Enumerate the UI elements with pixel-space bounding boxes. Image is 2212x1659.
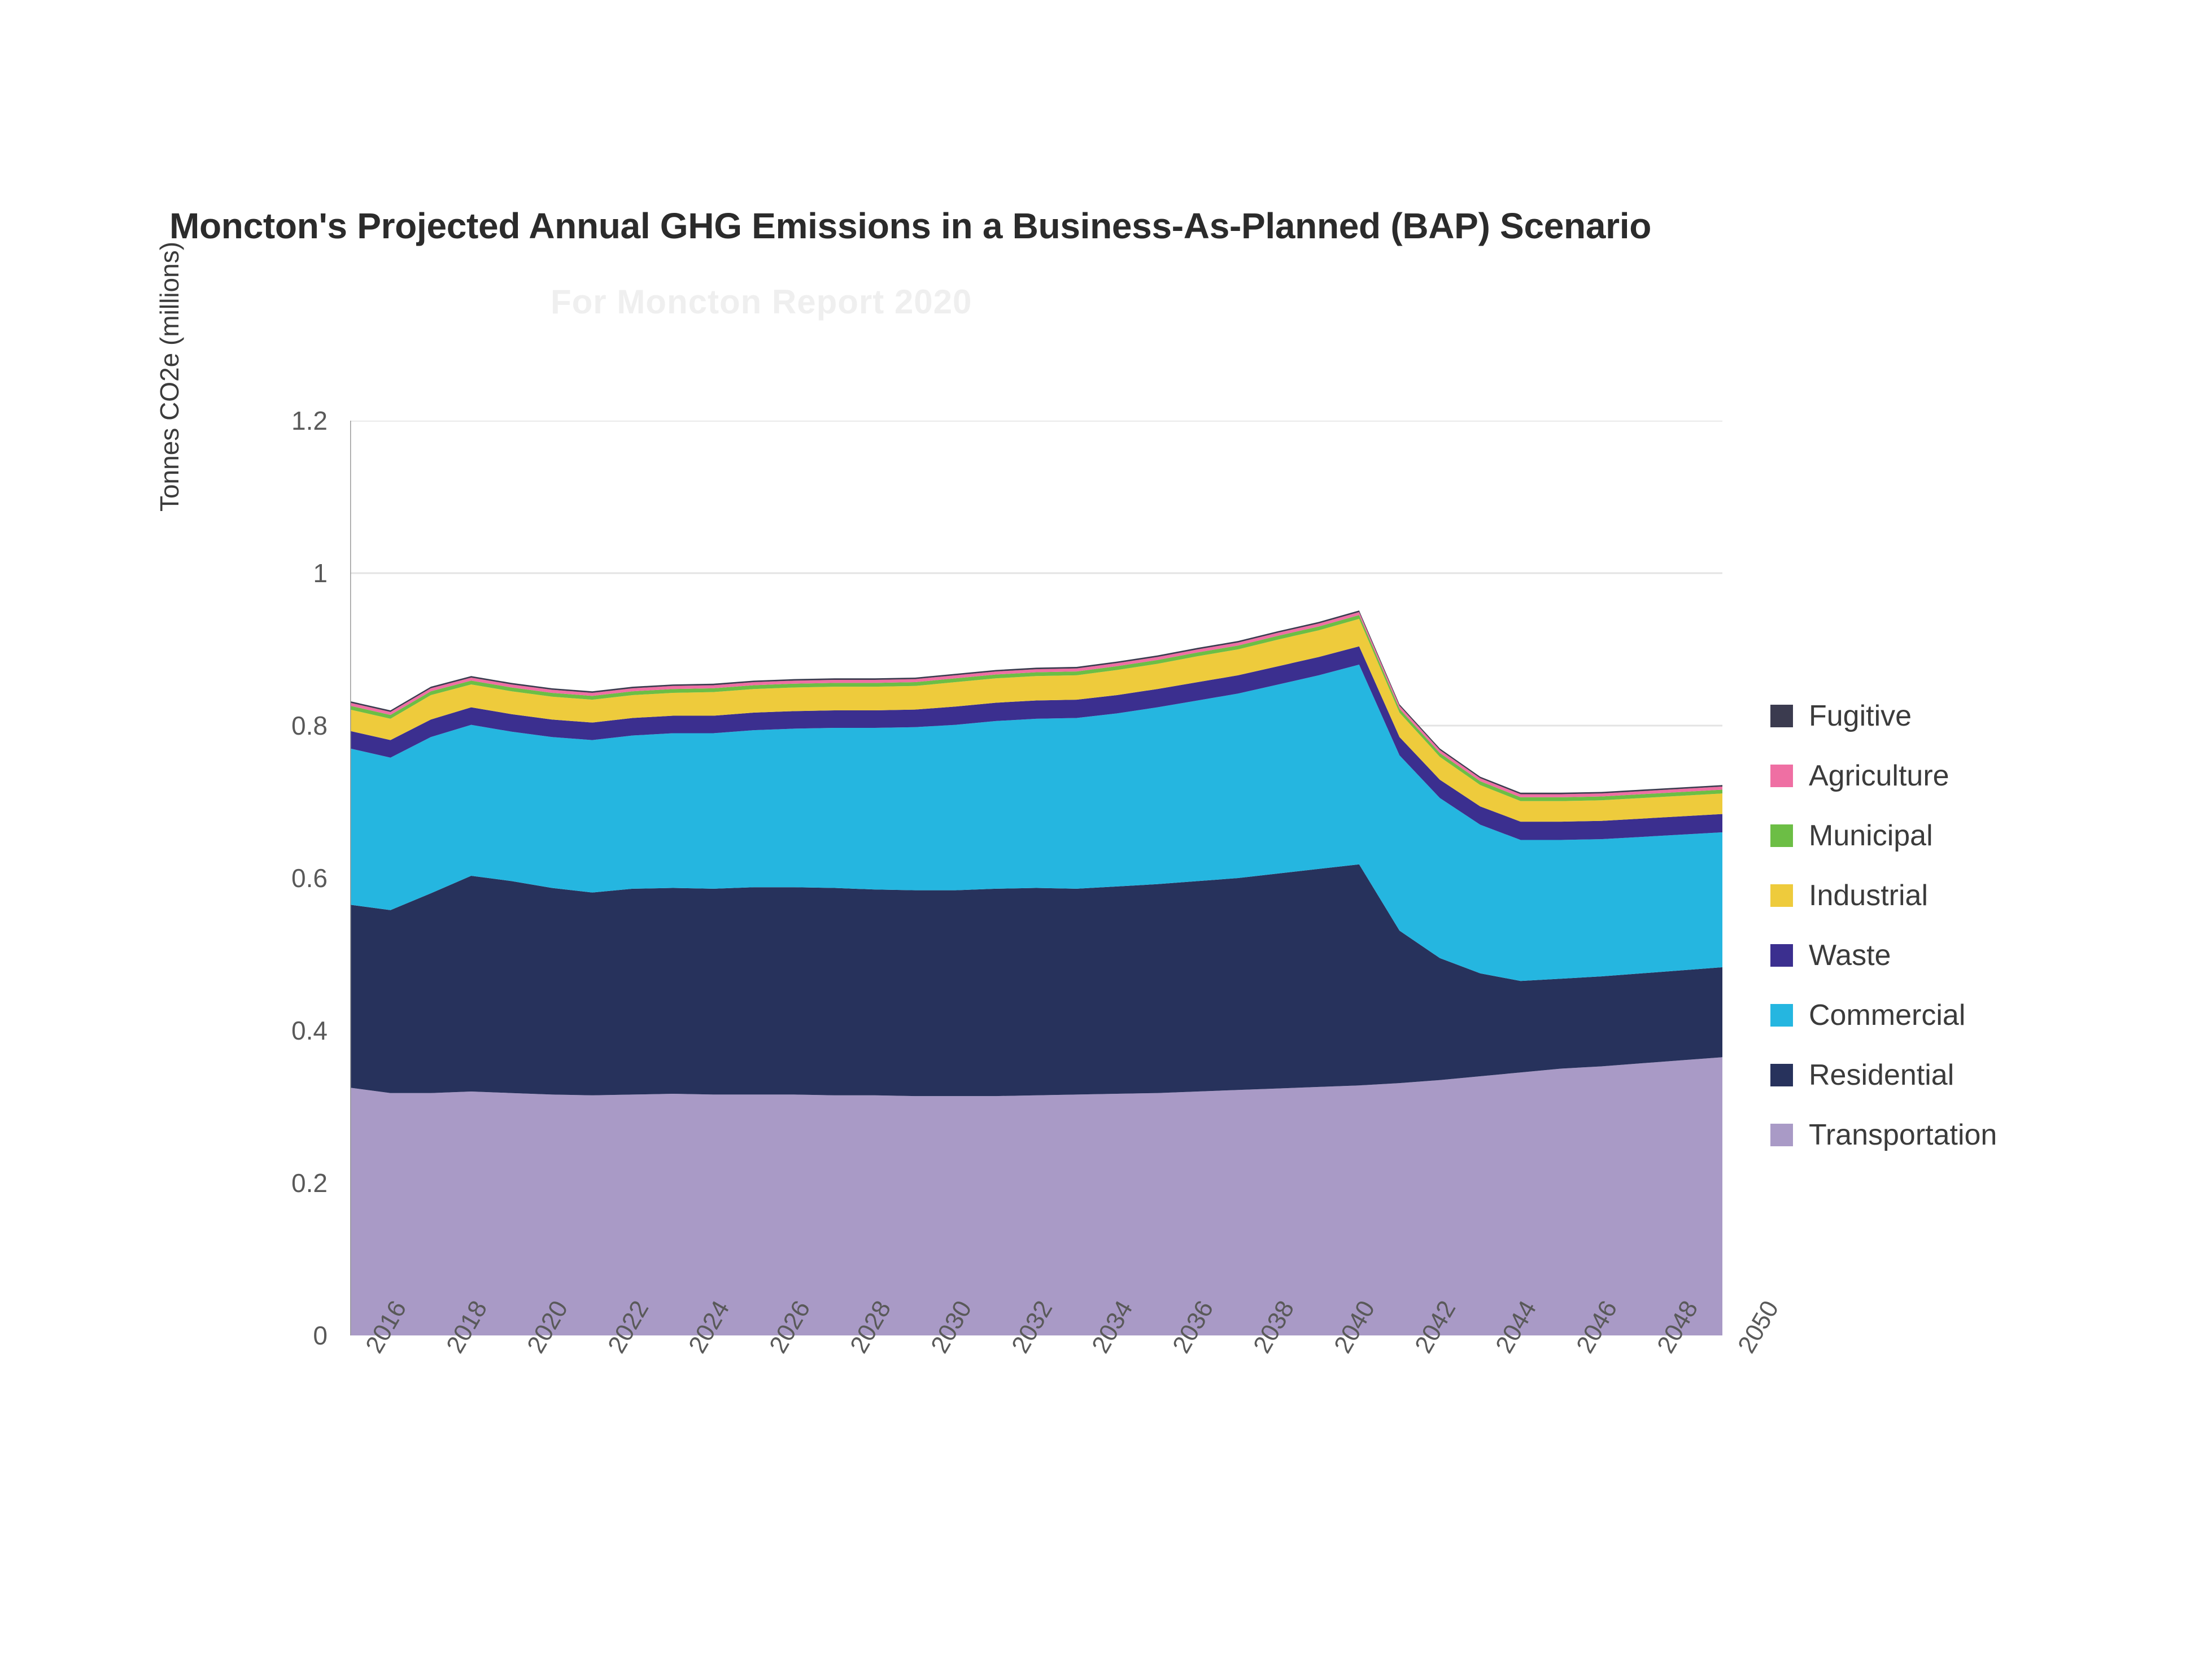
x-tick-label: 2028 <box>844 1296 897 1358</box>
x-tick-label: 2038 <box>1248 1296 1300 1358</box>
chart-legend <box>1770 686 2188 1165</box>
legend-item[interactable] <box>1770 1045 2188 1105</box>
y-tick-label: 0.4 <box>291 1016 328 1045</box>
x-tick-label: 2048 <box>1652 1296 1704 1358</box>
legend-item-label: Industrial <box>1809 879 1928 912</box>
x-tick-label: 2016 <box>360 1296 412 1358</box>
x-tick-label: 2046 <box>1571 1296 1623 1358</box>
legend-swatch-icon <box>1770 765 1793 787</box>
x-tick-label: 2018 <box>440 1296 493 1358</box>
area-series-transportation <box>350 1057 1722 1335</box>
x-tick-label: 2020 <box>521 1296 574 1358</box>
legend-item-label: Waste <box>1809 939 1891 972</box>
x-tick-label: 2026 <box>763 1296 816 1358</box>
legend-swatch-icon <box>1770 944 1793 967</box>
x-tick-label: 2024 <box>683 1296 735 1358</box>
x-tick-label: 2032 <box>1006 1296 1058 1358</box>
y-tick-label: 1 <box>313 558 328 588</box>
legend-swatch-icon <box>1770 1124 1793 1146</box>
legend-item-label: Agriculture <box>1809 759 1949 792</box>
x-tick-label: 2050 <box>1733 1296 1785 1358</box>
legend-item-label: Municipal <box>1809 819 1933 852</box>
legend-swatch-icon <box>1770 1004 1793 1027</box>
legend-item[interactable] <box>1770 925 2188 985</box>
x-tick-label: 2042 <box>1410 1296 1461 1358</box>
legend-item-label: Transportation <box>1809 1119 1997 1151</box>
y-tick-label: 0.2 <box>291 1168 328 1198</box>
legend-item[interactable] <box>1770 866 2188 925</box>
legend-swatch-icon <box>1770 884 1793 907</box>
legend-item[interactable] <box>1770 746 2188 806</box>
legend-swatch-icon <box>1770 824 1793 847</box>
page-title: Moncton's Projected Annual GHG Emissions in a Business-As-Planned (BAP) Scenario <box>169 206 1652 246</box>
x-tick-label: 2036 <box>1167 1296 1219 1358</box>
legend-item-label: Residential <box>1809 1059 1954 1092</box>
x-axis-tick-labels <box>350 1296 1785 1491</box>
legend-item-label: Fugitive <box>1809 700 1912 732</box>
y-axis-title: Tonnes CO2e (millions) <box>155 241 184 512</box>
x-tick-label: 2040 <box>1329 1296 1381 1358</box>
y-tick-label: 0 <box>313 1321 328 1350</box>
legend-item[interactable] <box>1770 686 2188 746</box>
x-tick-label: 2022 <box>602 1296 655 1358</box>
y-axis-tick-labels <box>260 406 328 1350</box>
plot-area <box>350 421 1722 1335</box>
chart-subtitle: For Moncton Report 2020 <box>551 283 972 321</box>
x-tick-label: 2044 <box>1490 1296 1542 1358</box>
x-tick-label: 2030 <box>925 1296 977 1358</box>
stacked-area-chart <box>350 421 1722 1335</box>
legend-item[interactable] <box>1770 1105 2188 1165</box>
x-tick-label: 2034 <box>1087 1296 1138 1358</box>
legend-swatch-icon <box>1770 705 1793 727</box>
legend-item[interactable] <box>1770 806 2188 866</box>
y-tick-label: 1.2 <box>291 406 328 435</box>
y-tick-label: 0.6 <box>291 863 328 893</box>
legend-item-label: Commercial <box>1809 999 1966 1032</box>
y-tick-label: 0.8 <box>291 711 328 740</box>
legend-item[interactable] <box>1770 985 2188 1045</box>
legend-swatch-icon <box>1770 1064 1793 1086</box>
